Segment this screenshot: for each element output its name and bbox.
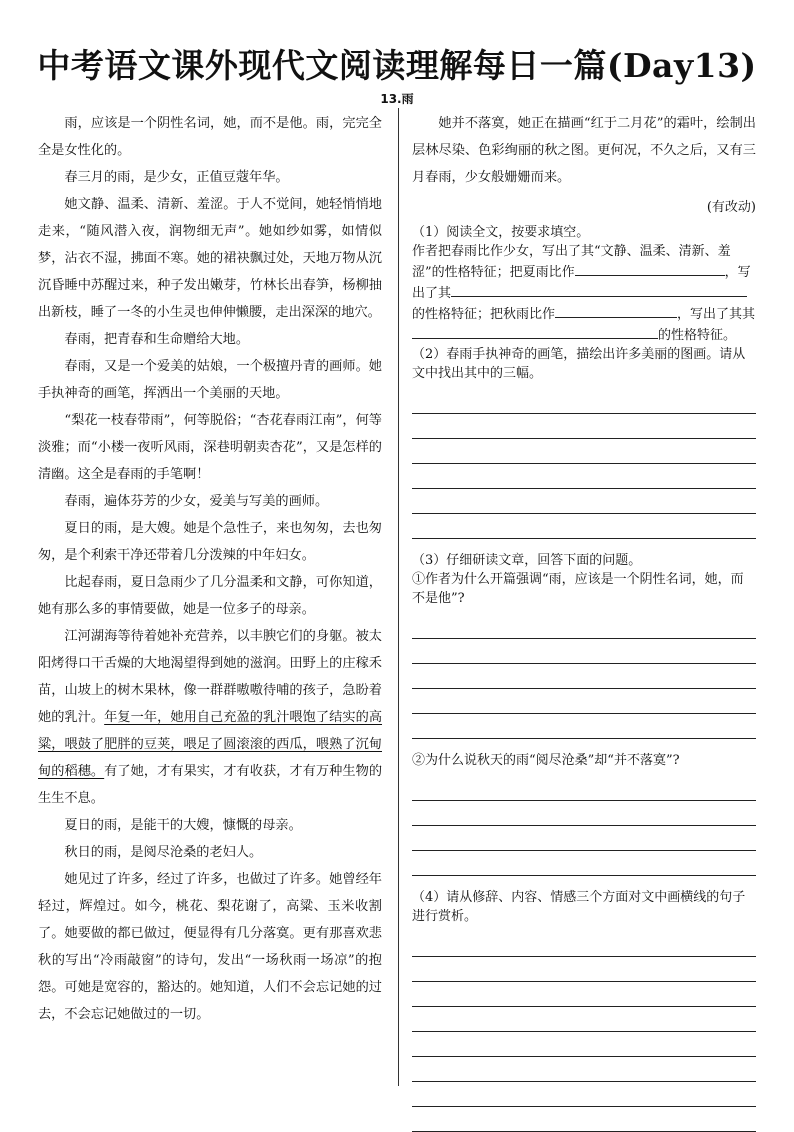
question-2 [412, 345, 756, 539]
question-1 [412, 223, 756, 345]
underlined-sentence: 年复一年，她用自己充盈的乳汁喂饱了结实的高粱，喂鼓了肥胖的豆荚，喂足了圆滚滚的西瓜，喂熟了沉甸甸的稻穗。 [38, 710, 383, 779]
answer-blank[interactable] [412, 324, 658, 339]
question-title: （4）请从修辞、内容、情感三个方面对文中画横线的句子进行赏析。 [412, 890, 746, 924]
question-text: 作者把春雨比作少女，写出了其“文静、温柔、清新、羞涩”的性格特征；把夏雨比作 [412, 244, 731, 280]
article-paragraph: 比起春雨，夏日急雨少了几分温柔和文静，可你知道，她有那么多的事情要做，她是一位多子的母亲。 [38, 575, 382, 617]
paragraph-text: 江河湖海等待着她补充营养，以丰腴它们的身躯。被太阳烤得口干舌燥的大地渴望得到她的滋润。田野上的庄稼禾苗，山坡上的树木果林，像一群群嗷嗷待哺的孩子，急盼着她的乳汁。 [38, 629, 382, 725]
answer-blank[interactable] [575, 261, 725, 276]
paragraph-text: 有了她，才有果实，才有收获，才有万种生物的生生不息。 [38, 764, 383, 806]
source-note: (有改动) [706, 200, 756, 215]
question-text: 的性格特征；把秋雨比作 [412, 307, 556, 322]
question-3 [412, 551, 756, 876]
question-text: ，写出了其 [677, 307, 743, 322]
answer-lines[interactable] [412, 776, 756, 876]
question-title: （3）仔细研读文章，回答下面的问题。 [412, 553, 642, 568]
column-divider [398, 108, 399, 1086]
question-title: （2）春雨手执神奇的画笔，描绘出许多美丽的图画。请从文中找出其中的三幅。 [412, 347, 746, 381]
article-title: 13.雨 [380, 92, 414, 106]
answer-lines[interactable] [412, 932, 756, 1132]
article-paragraph: “梨花一枝春带雨”，何等脱俗；“杏花春雨江南”，何等淡雅；而“小楼一夜听风雨，深巷明朝卖杏花”，又是怎样的清幽。这全是春雨的手笔啊！ [38, 413, 382, 482]
question-text: ，写出了其 [412, 265, 751, 301]
answer-blank[interactable] [451, 282, 747, 297]
sub-question: ②为什么说秋天的雨“阅尽沧桑”却“并不落寞”? [412, 753, 680, 768]
article-paragraph: 秋日的雨，是阅尽沧桑的老妇人。 [64, 845, 263, 860]
article-paragraph: 她并不落寞，她正在描画“红于二月花”的霜叶，绘制出层林尽染、色彩绚丽的秋之图。更何况，不久之后，又有三月春雨，少女般姗姗而来。 [412, 116, 756, 185]
article-paragraph: 夏日的雨，是能干的大嫂，慷慨的母亲。 [64, 818, 302, 833]
right-column [412, 110, 756, 1132]
question-title: （1）阅读全文，按要求填空。 [412, 225, 590, 240]
question-text: 的性格特征。 [658, 328, 737, 343]
article-paragraph: 夏日的雨，是大嫂。她是个急性子，来也匆匆，去也匆匆，是个利索干净还带着几分泼辣的中年妇女。 [38, 521, 382, 563]
article-paragraph: 春雨，又是一个爱美的姑娘，一个极擅丹青的画师。她手执神奇的画笔，挥洒出一个美丽的天地。 [38, 359, 382, 401]
article-paragraph-underlined [38, 623, 382, 812]
article-left-column [38, 110, 382, 1028]
article-paragraph: 雨，应该是一个阴性名词，她，而不是他。雨，完完全全是女性化的。 [38, 116, 382, 158]
article-paragraph: 春雨，把青春和生命赠给大地。 [64, 332, 250, 347]
answer-lines[interactable] [412, 389, 756, 539]
article-paragraph: 她见过了许多，经过了许多，也做过了许多。她曾经年轻过，辉煌过。如今，桃花、梨花谢了，高粱、玉米收割了。她要做的都已做过，便显得有几分落寞。更有那喜欢悲秋的写出“冷雨敲窗”的诗句，发出“一场秋雨一场凉”的抱怨。可她是宽容的，豁达的。她知道，人们不会忘记她的过去，不会忘记她做过的一切。 [38, 872, 382, 1022]
article-paragraph: 春三月的雨，是少女，正值豆蔻年华。 [64, 170, 289, 185]
answer-lines[interactable] [412, 614, 756, 739]
question-4 [412, 888, 756, 1132]
article-paragraph: 她文静、温柔、清新、羞涩。于人不觉间，她轻悄悄地走来，“随风潜入夜，润物细无声”。她如纱如雾，如情似梦，沾衣不湿，拂面不寒。她的裙袂飘过处，天地万物从沉沉昏睡中苏醒过来，种子发出嫩芽，竹林长出春笋，杨柳抽出新枝，睡了一冬的小生灵也伸伸懒腰，走出深深的地穴。 [38, 197, 382, 320]
article-paragraph: 春雨，遍体芬芳的少女，爱美与写美的画师。 [64, 494, 329, 509]
answer-blank[interactable] [555, 303, 677, 318]
page-title: 中考语文课外现代文阅读理解每日一篇(Day13) [37, 46, 757, 85]
sub-question: ①作者为什么开篇强调“雨，应该是一个阴性名词，她，而不是他”? [412, 572, 744, 606]
question-body: 作者把春雨比作少女，写出了其“文静、温柔、清新、羞涩”的性格特征；把夏雨比作 ，写出了其的性格特征；把秋雨比作 ，写出了其其的性格特征。 [412, 244, 756, 343]
